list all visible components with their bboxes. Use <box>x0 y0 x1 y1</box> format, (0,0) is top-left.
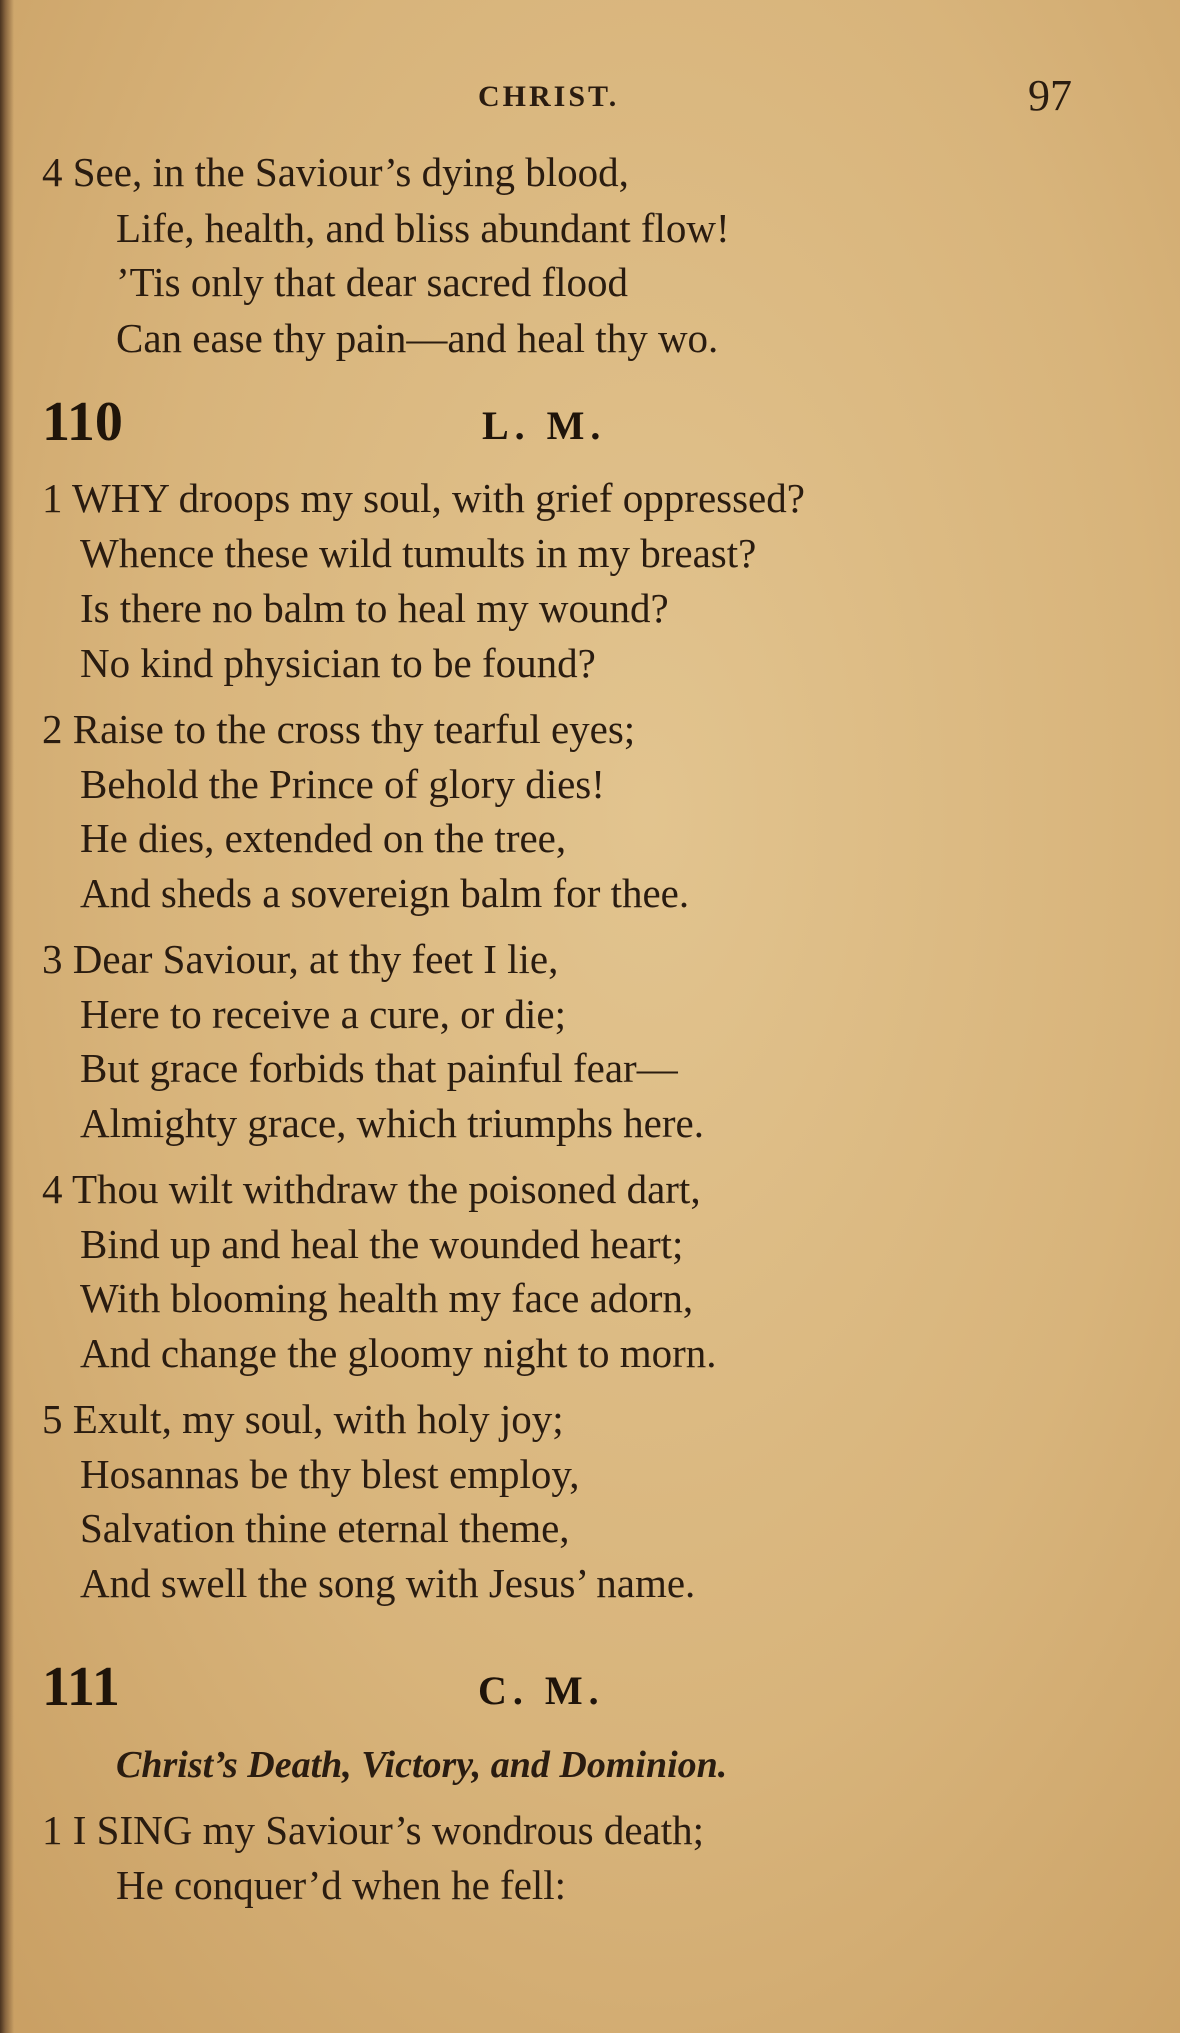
verse-line: 3 Dear Saviour, at thy feet I lie, <box>42 936 559 982</box>
verse-line: And change the gloomy night to morn. <box>80 1330 717 1376</box>
hymn-meter: L. M. <box>482 403 607 448</box>
hymn-number: 110 <box>42 391 123 453</box>
verse-line: Can ease thy pain—and heal thy wo. <box>116 315 719 361</box>
hymn-subtitle: Christ’s Death, Victory, and Dominion. <box>116 1744 728 1786</box>
verse-line: Bind up and heal the wounded heart; <box>80 1221 684 1267</box>
page-gutter-shadow <box>0 0 14 2033</box>
verse-line: ’Tis only that dear sacred flood <box>116 259 629 305</box>
verse-line: He dies, extended on the tree, <box>80 815 567 861</box>
verse-line: 2 Raise to the cross thy tearful eyes; <box>42 706 636 752</box>
verse-line: Here to receive a cure, or die; <box>80 991 567 1037</box>
verse-line: 4 Thou wilt withdraw the poisoned dart, <box>42 1166 701 1212</box>
verse-line: And sheds a sovereign balm for thee. <box>80 870 690 916</box>
running-title: CHRIST. <box>478 80 620 113</box>
verse-line: 4 See, in the Saviour’s dying blood, <box>42 149 629 195</box>
verse-line: 1 I SING my Saviour’s wondrous death; <box>42 1807 705 1853</box>
verse-line: 1 WHY droops my soul, with grief oppressed? <box>42 475 805 521</box>
verse-line: And swell the song with Jesus’ name. <box>80 1560 696 1606</box>
verse-line: Whence these wild tumults in my breast? <box>80 530 757 576</box>
verse-line: But grace forbids that painful fear— <box>80 1045 678 1091</box>
verse-line: Almighty grace, which triumphs here. <box>80 1100 704 1146</box>
verse-line: He conquer’d when he fell: <box>116 1862 567 1908</box>
verse-line: Salvation thine eternal theme, <box>80 1505 570 1551</box>
verse-line: Is there no balm to heal my wound? <box>80 585 669 631</box>
verse-line: Behold the Prince of glory dies! <box>80 761 605 807</box>
verse-line: Hosannas be thy blest employ, <box>80 1451 580 1497</box>
verse-line: No kind physician to be found? <box>80 640 596 686</box>
verse-line: With blooming health my face adorn, <box>80 1275 694 1321</box>
hymn-number: 111 <box>42 1656 120 1718</box>
verse-line: Life, health, and bliss abundant flow! <box>116 205 730 251</box>
page-number: 97 <box>1028 71 1072 120</box>
page-header <box>0 70 1180 130</box>
hymn-meter: C. M. <box>478 1668 605 1713</box>
verse-line: 5 Exult, my soul, with holy joy; <box>42 1396 564 1442</box>
